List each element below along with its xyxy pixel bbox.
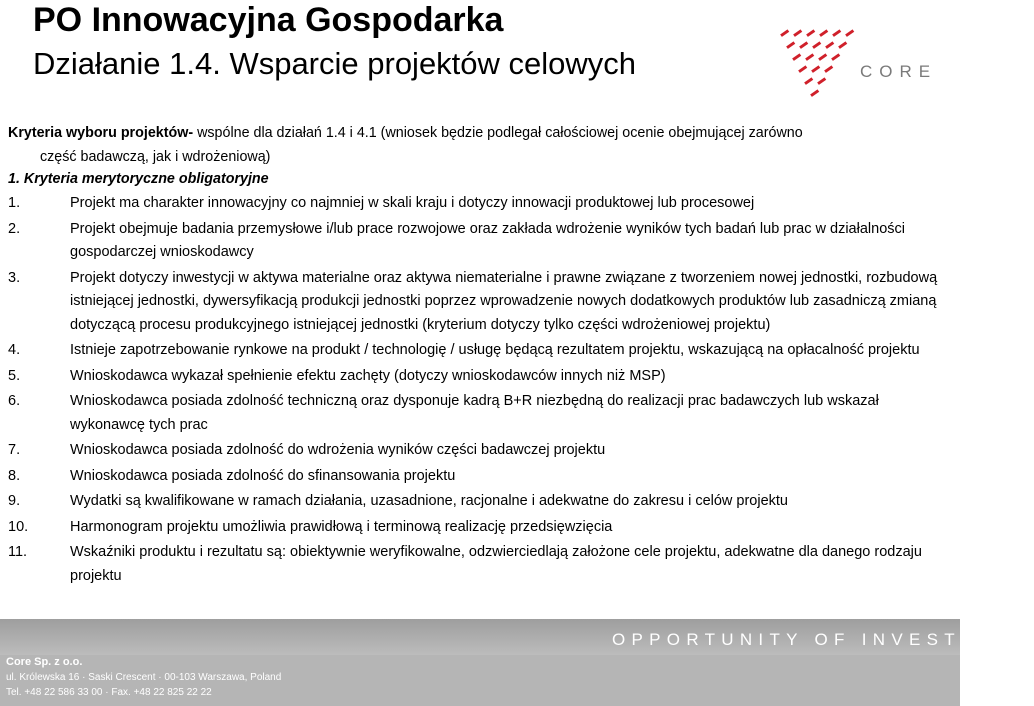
criterion-number: 2. [8,220,21,237]
logo-dash [799,41,808,49]
logo-dash [798,65,807,73]
criterion-text: Projekt dotyczy inwestycji w aktywa materialne oraz aktywa niematerialne i prawne związane z tworzeniem nowej jednostki, rozbudową istniejącej jednostki, dywersyfikacją produkcji jednostki poprzez wprowadzenie nowych dodatkowych produktów lub zasadniczą zmianą dotyczącą procesu produkcyjnego istniejącej jednostki (kryterium dotyczy tylko części wdrożeniowej projektu) [70,269,938,333]
criterion-item [8,218,948,265]
criterion-number: 9. [8,493,21,509]
logo-dash [793,29,802,37]
logo-dash [824,65,833,73]
criterion-text: Harmonogram projektu umożliwia prawidłową i terminową realizację przedsięwzięcia [70,518,613,535]
criterion-text: Wnioskodawca posiada zdolność do wdrożenia wyników części badawczej projektu [70,442,606,458]
criterion-item [8,267,948,338]
page-title: PO Innowacyjna Gospodarka [33,1,504,39]
criterion-item [8,192,948,216]
criterion-number: 5. [8,367,21,384]
intro-bold-label: Kryteria wyboru projektów- [8,125,194,141]
logo-dash [831,53,840,61]
criterion-text: Wnioskodawca posiada zdolność techniczną oraz dysponuje kadrą B+R niezbędną do realizacji prac badawczych lub wskazał wykonawcę tych prac [70,393,879,433]
criterion-text: Wnioskodawca posiada zdolność do sfinansowania projektu [70,467,456,484]
logo-dash [812,41,821,49]
intro-paragraph [8,121,943,169]
footer-company: Core Sp. z o.o. [6,656,83,668]
logo-dash [805,53,814,61]
criterion-item [8,465,948,489]
criterion-item [8,439,948,463]
page-subtitle: Działanie 1.4. Wsparcie projektów celowych [33,46,637,81]
logo-dash [845,29,854,37]
logo-dash [810,89,819,97]
criterion-number: 8. [8,467,21,484]
footer-phone: Tel. +48 22 586 33 00 · Fax. +48 22 825 22 22 [6,687,212,698]
logo-dash [838,41,847,49]
criterion-item [8,541,948,588]
criterion-text: Wnioskodawca wykazał spełnienie efektu zachęty (dotyczy wnioskodawców innych niż MSP) [70,367,666,384]
criterion-text: Wskaźniki produktu i rezultatu są: obiektywnie weryfikowalne, odzwierciedlają założone cele projektu, adekwatne dla danego rodzaju projektu [70,544,922,584]
criterion-text: Projekt ma charakter innowacyjny co najmniej w skali kraju i dotyczy innowacji produktowej lub procesowej [70,195,755,211]
criterion-number: 3. [8,269,21,286]
criterion-text: Projekt obejmuje badania przemysłowe i/lub prace rozwojowe oraz zakłada wdrożenie wyników tych badań lub prac w działalności gospodarczej wnioskodawcy [70,220,905,260]
criterion-text: Istnieje zapotrzebowanie rynkowe na produkt / technologię / usługę będącą rezultatem projektu, wskazującą na opłacalność projektu [70,342,920,358]
criterion-item [8,390,948,437]
criterion-item [8,365,948,389]
criterion-text: Wydatki są kwalifikowane w ramach działania, uzasadnione, racjonalne i adekwatne do zakresu i celów projektu [70,493,788,509]
criterion-number: 7. [8,442,21,458]
criteria-list [8,192,948,590]
criterion-number: 6. [8,393,21,409]
section-title: 1. Kryteria merytoryczne obligatoryjne [8,171,269,187]
logo-dash [811,65,820,73]
criterion-item [8,516,948,540]
intro-text: wspólne dla działań 1.4 i 4.1 (wniosek będzie podlegał całościowej ocenie obejmującej zarówno [193,125,803,141]
criterion-number: 1. [8,195,21,211]
logo-dash [825,41,834,49]
logo-dash [804,77,813,85]
logo-dash [806,29,815,37]
intro-text-continuation: część badawczą, jak i wdrożeniową) [40,149,271,165]
criterion-item [8,490,948,514]
logo-text: CORE [860,62,938,81]
footer-slogan: OPPORTUNITY OF INVESTMENT [612,630,1034,649]
logo-dash [832,29,841,37]
criterion-number: 10. [8,518,29,535]
logo-dash [819,29,828,37]
logo-dash [817,77,826,85]
footer-address: ul. Królewska 16 · Saski Crescent · 00-103 Warszawa, Poland [6,672,282,683]
logo-dash [780,29,789,37]
logo-dash [786,41,795,49]
logo-dash [818,53,827,61]
criterion-item [8,339,948,363]
criterion-number: 11. [8,544,28,560]
logo-dash [792,53,801,61]
criterion-number: 4. [8,342,21,358]
